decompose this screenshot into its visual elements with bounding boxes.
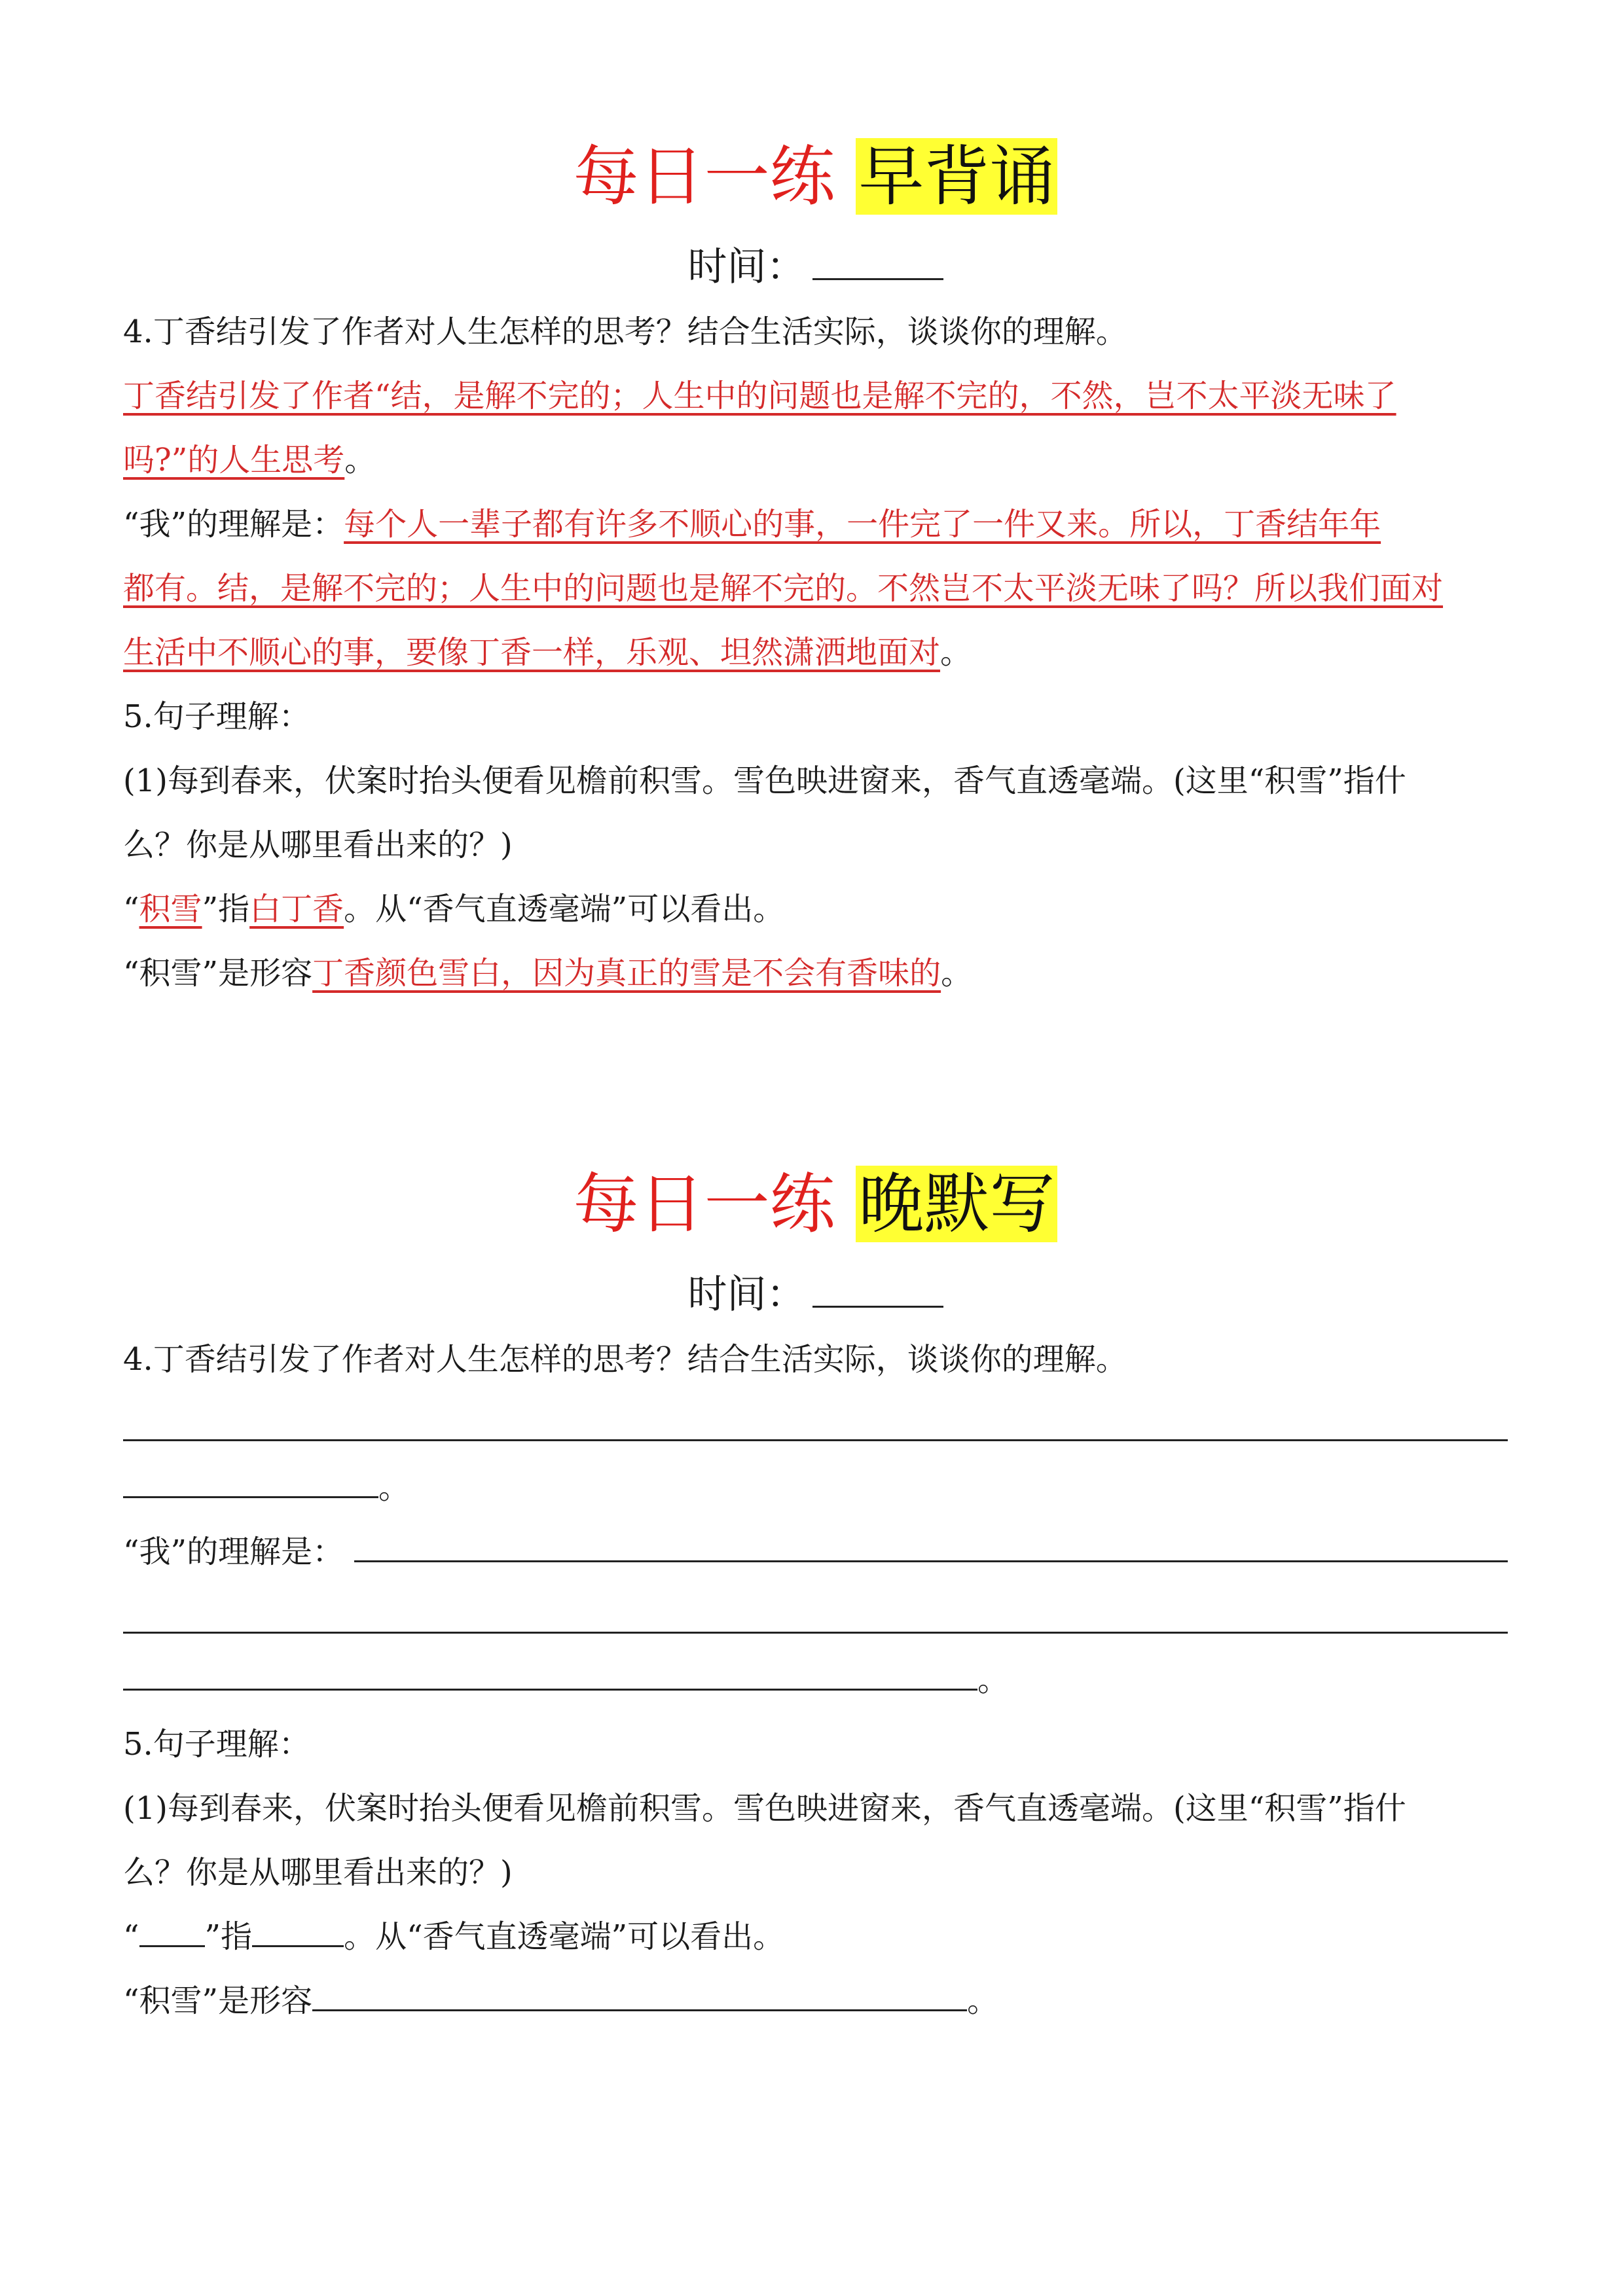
answer-5-mid: ”指 [204,1918,253,1955]
my-understanding-line-3 [123,1648,1508,1712]
answer-4-blank-end: 。 [378,1469,410,1506]
my-understanding-text-3: 生活中不顺心的事，要像丁香一样，乐观、坦然潇洒地面对 [123,634,941,671]
time-label: 时间： [687,1272,806,1318]
answer-4-line-2 [123,428,1508,492]
title-prefix: 每日一练 [573,138,835,215]
my-understanding-blank-line-2[interactable] [123,1584,1508,1648]
my-understanding-line-3 [123,620,1508,685]
sentence-1-line-1: (1)每到春来，伏案时抬头便看见檐前积雪。雪色映进窗来，香气直透毫端。(这里“积雪”指什 [123,1790,1406,1827]
answer-4-text-2: 吗?”的人生思考 [123,442,345,478]
answer-4-blank-line-1[interactable] [123,1391,1508,1456]
answer-5-describe-end: 。 [967,1982,999,2019]
answer-5-open-quote: “ [123,1918,139,1955]
time-row [123,234,1508,300]
my-understanding-end: 。 [977,1662,1010,1698]
my-understanding-text-2: 都有。结，是解不完的；人生中的问题也是解不完的。不然岂不太平淡无味了吗？所以我们面对 [123,570,1444,607]
time-blank[interactable] [812,1270,943,1308]
my-understanding-blank-1[interactable] [354,1538,1508,1562]
answer-5-mid: ”指 [202,891,250,927]
answer-5-line-1 [123,1905,1508,1969]
question-4: 4.丁香结引发了作者对人生怎样的思考？结合生活实际，谈谈你的理解。 [123,1341,1127,1378]
answer-5-open-quote: “ [123,891,139,927]
question-4: 4.丁香结引发了作者对人生怎样的思考？结合生活实际，谈谈你的理解。 [123,314,1127,350]
morning-title [123,131,1508,223]
evening-title [123,1158,1508,1250]
answer-5-describe-blank[interactable] [312,1981,967,2011]
morning-section [123,131,1508,1005]
answer-4-end: 。 [344,442,376,478]
my-understanding-label: “我”的理解是： [123,1534,344,1570]
answer-5-word-blank[interactable] [139,1917,205,1947]
my-understanding-text-1: 每个人一辈子都有许多不顺心的事，一件完了一件又来。所以，丁香结年年 [344,506,1381,543]
answer-5-describe-label: “积雪”是形容 [123,1982,313,2019]
answer-5-line-2 [123,1969,1508,2033]
my-understanding-line-2 [123,556,1508,620]
title-highlight: 早背诵 [856,138,1057,215]
answer-5-line-1 [123,877,1508,941]
sentence-1-line-2: 么？你是从哪里看出来的？) [123,1854,513,1891]
my-understanding-line-1 [123,1520,1508,1584]
answer-4-blank-2[interactable] [123,1468,378,1498]
answer-5-line-2 [123,941,1508,1005]
answer-5-end: 。从“香气直透毫端”可以看出。 [344,1918,785,1955]
answer-5-word: 积雪 [139,891,202,927]
answer-4-blank-line-2 [123,1456,1508,1520]
title-highlight: 晚默写 [856,1166,1057,1242]
answer-5-refers-blank[interactable] [252,1917,344,1947]
question-5-heading: 5.句子理解： [123,1726,310,1763]
my-understanding-end: 。 [940,634,972,671]
time-blank[interactable] [812,243,943,280]
my-understanding-line-1 [123,492,1508,556]
sentence-1-line-2: 么？你是从哪里看出来的？) [123,827,513,863]
answer-4-text-1: 丁香结引发了作者“结，是解不完的；人生中的问题也是解不完的，不然，岂不太平淡无味了 [123,378,1396,414]
question-5-heading: 5.句子理解： [123,698,310,735]
my-understanding-label: “我”的理解是： [123,506,344,543]
answer-5-describe-label: “积雪”是形容 [123,955,313,992]
evening-section [123,1158,1508,2033]
my-understanding-blank-3[interactable] [123,1660,977,1691]
answer-5-describe-end: 。 [941,955,973,992]
answer-5-end: 。从“香气直透毫端”可以看出。 [344,891,785,927]
time-row [123,1262,1508,1327]
time-label: 时间： [687,244,806,290]
answer-5-describe: 丁香颜色雪白，因为真正的雪是不会有香味的 [312,955,941,992]
title-prefix: 每日一练 [573,1166,835,1242]
sentence-1-line-1: (1)每到春来，伏案时抬头便看见檐前积雪。雪色映进窗来，香气直透毫端。(这里“积雪”指什 [123,762,1406,799]
answer-4-line-1 [123,364,1508,428]
answer-5-refers: 白丁香 [249,891,344,927]
